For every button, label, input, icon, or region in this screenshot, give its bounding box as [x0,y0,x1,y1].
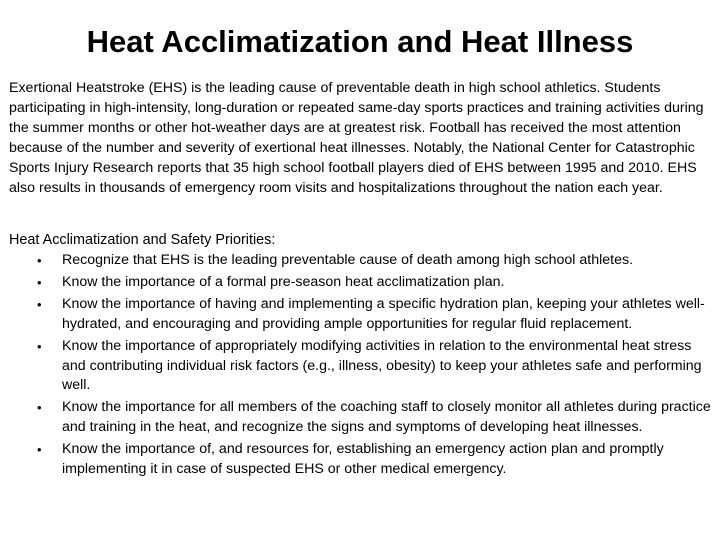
list-item-text: Know the importance of, and resources for, establishing an emergency action plan and promptly implementing it in case of suspected EHS or other medical emergency. [62,441,664,478]
bullet-icon: • [37,442,42,458]
list-item-text: Recognize that EHS is the leading preventable cause of death among high school athletes. [62,252,634,268]
list-item [0,251,712,271]
list-item-text: Know the importance for all members of the coaching staff to closely monitor all athletes during practice and training in the heat, and recognize the signs and symptoms of developing heat illnesses. [62,399,711,436]
bullet-icon: • [37,400,42,416]
list-item-text: Know the importance of a formal pre-season heat acclimatization plan. [62,273,505,290]
list-item [0,440,712,480]
intro-paragraph: Exertional Heatstroke (EHS) is the leading cause of preventable death in high school athletics. Students participating in high-intensity, long-duration or repeated same-day sports practices and training activities during the summer months or other hot-weather days are at greatest risk. Football has received the most attention because of the number and severity of exertional heat illnesses. Notably, the National Center for Catastrophic Sports Injury Research reports that 35 high school football players died of EHS between 1995 and 2010. EHS also results in thousands of emergency room visits and hospitalizations throughout the nation each year. [9,80,704,196]
list-item-text: Know the importance of having and implementing a specific hydration plan, keeping your athletes well-hydrated, and encouraging and providing ample opportunities for regular fluid replacement. [62,295,705,332]
list-item [0,337,712,397]
list-item [0,295,712,335]
bullet-icon: • [37,296,42,312]
bullet-icon: • [37,274,42,290]
priority-list [0,251,712,482]
slide-title: Heat Acclimatization and Heat Illness [86,24,634,59]
list-item [0,273,712,293]
bullet-icon: • [37,338,42,354]
bullet-icon: • [37,253,42,268]
section-heading: Heat Acclimatization and Safety Priorities: [9,232,276,248]
list-item [0,398,712,438]
list-item-text: Know the importance of appropriately modifying activities in relation to the environmental heat stress and contributing individual risk factors (e.g., illness, obesity) to keep your athletes safe and performing well. [62,337,702,394]
